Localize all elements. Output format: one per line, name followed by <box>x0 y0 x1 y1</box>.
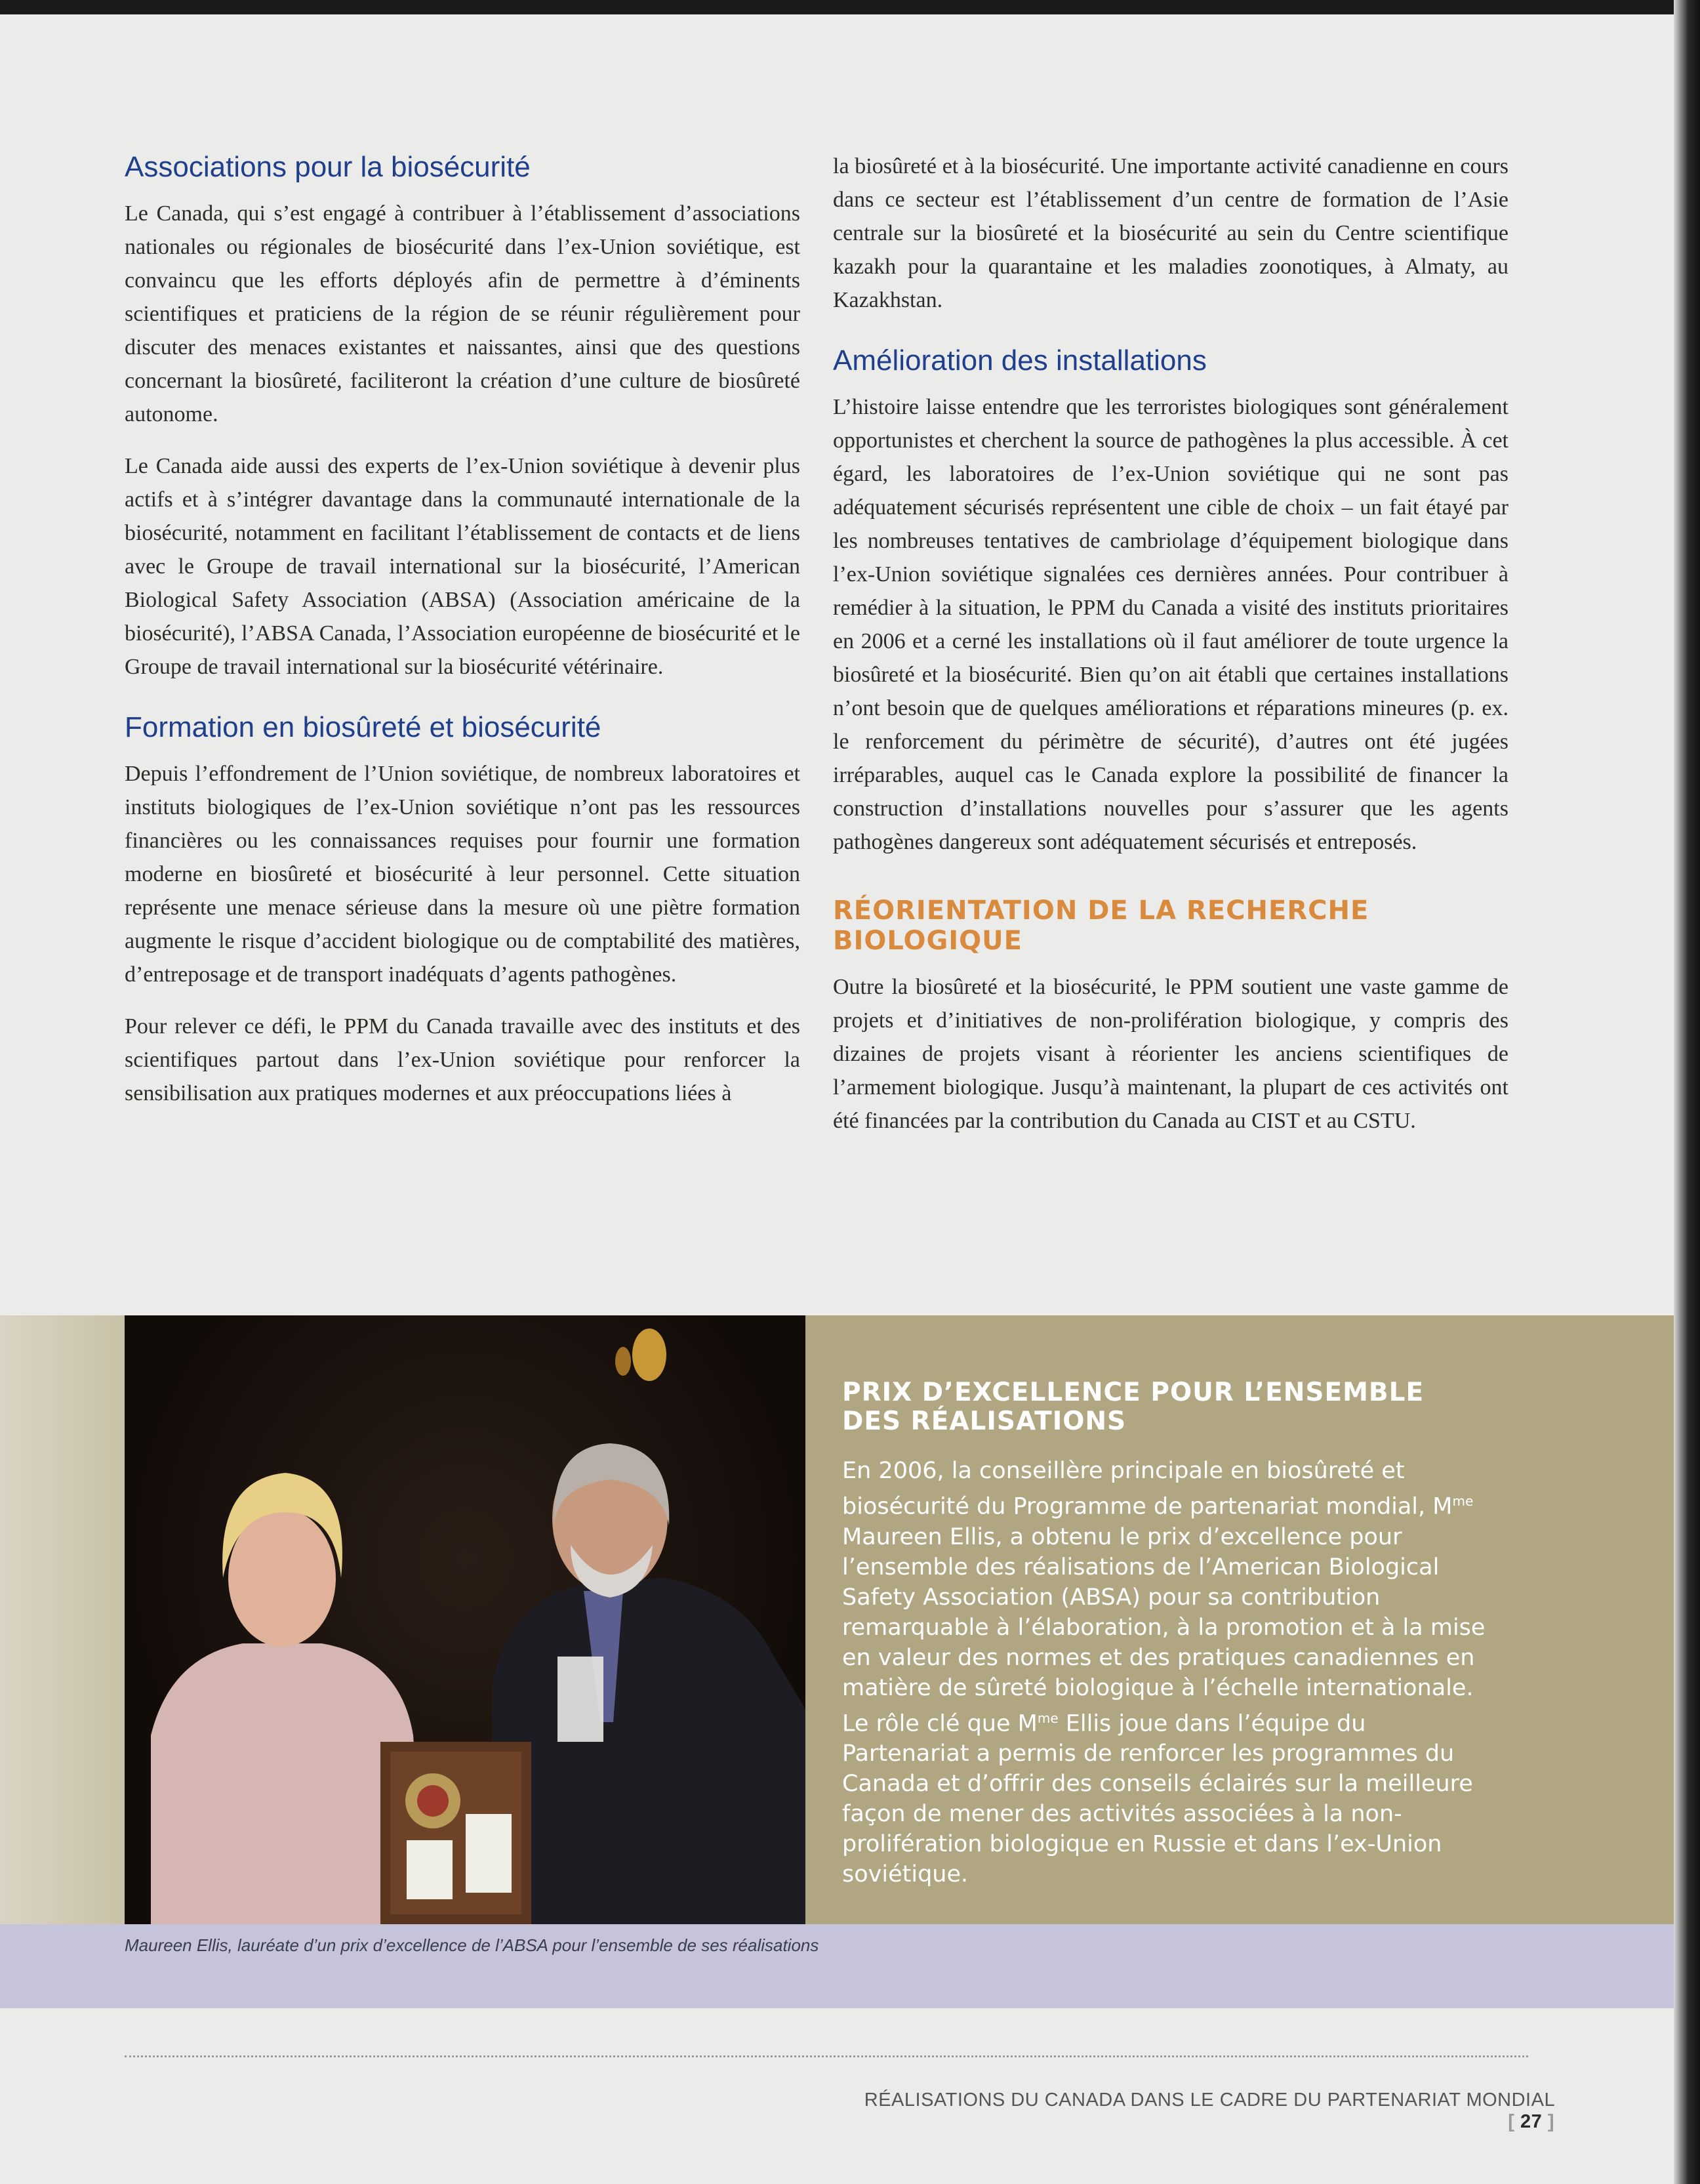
paragraph: Depuis l’effondrement de l’Union soviétique, de nombreux laboratoires et instituts biologiques de l’ex-Union soviétique n’ont pas les ressources financières ou les connaissances requises pour fournir une formation moderne en biosûreté et biosécurité à leur personnel. Cette situation représente une menace sérieuse dans la mesure où une piètre formation augmente le risque d’accident biologique ou de comptabilité des matières, d’entreposage et de transport inadéquats d’agents pathogènes. <box>125 762 800 987</box>
bracket: ] <box>1547 2111 1554 2132</box>
scan-right-edge <box>1674 0 1700 2184</box>
award-text-part: Maureen Ellis, a obtenu le prix d’excellence pour l’ensemble des réalisations de l’American Biological Safety Association (ABSA) pour sa contribution remarquable à l’élaboration, à la promotion et à la mise en valeur des normes et des pratiques canadiennes en matière de sûreté biologique à l’échelle internationale. Le rôle clé que M <box>842 1523 1486 1737</box>
award-photo-image <box>125 1315 805 1924</box>
running-title: RÉALISATIONS DU CANADA DANS LE CADRE DU PARTENARIAT MONDIAL <box>864 2090 1554 2111</box>
award-text <box>842 1456 1498 1889</box>
paragraph: Pour relever ce défi, le PPM du Canada travaille avec des instituts et des scientifiques partout dans l’ex-Union soviétique pour renforcer la sensibilisation aux pratiques modernes et aux préoccupations liées à <box>125 1014 800 1105</box>
scan-top-edge <box>0 0 1700 14</box>
heading-formation: Formation en biosûreté et biosécurité <box>125 711 601 743</box>
bracket: [ <box>1508 2111 1515 2132</box>
heading-amelioration: Amélioration des installations <box>833 344 1207 377</box>
photo-caption: Maureen Ellis, lauréate d’un prix d’excellence de l’ABSA pour l’ensemble de ses réalisations <box>125 1935 819 1955</box>
award-heading: PRIX D’EXCELLENCE POUR L’ENSEMBLE DES RÉALISATIONS <box>842 1378 1425 1436</box>
award-sidebar <box>805 1315 1674 1924</box>
award-photo <box>125 1315 805 1924</box>
left-column <box>125 150 800 1128</box>
paragraph: Outre la biosûreté et la biosécurité, le PPM soutient une vaste gamme de projets et d’initiatives de non-prolifération biologique, y compris des dizaines de projets visant à réorienter les anciens scientifiques de l’armement biologique. Jusqu’à maintenant, la plupart de ces activités ont été financées par la contribution du Canada au CIST et au CSTU. <box>833 975 1508 1133</box>
right-column <box>833 150 1508 1156</box>
paragraph: la biosûreté et à la biosécurité. Une importante activité canadienne en cours dans ce secteur est l’établissement d’un centre de formation de l’Asie centrale sur la biosûreté et la biosécurité au sein du Centre scientifique kazakh pour la quarantaine et les maladies zoonotiques, à Almaty, au Kazakhstan. <box>833 154 1508 312</box>
superscript: me <box>1037 1710 1059 1726</box>
award-text-part: En 2006, la conseillère principale en biosûreté et biosécurité du Programme de partenariat mondial, M <box>842 1458 1453 1520</box>
paragraph: L’histoire laisse entendre que les terroristes biologiques sont généralement opportunistes et cherchent la source de pathogènes la plus accessible. À cet égard, les laboratoires de l’ex-Union soviétique qui ne sont pas adéquatement sécurisés représentent une cible de choix – un fait étayé par les nombreuses tentatives de cambriolage d’équipement biologique dans l’ex-Union soviétique signalées ces dernières années. Pour contribuer à remédier à la situation, le PPM du Canada a visité des instituts prioritaires en 2006 et a cerné les installations où il faut améliorer de toute urgence la biosûreté et la biosécurité. Bien qu’on ait établi que certaines installations n’ont besoin que de quelques améliorations et réparations mineures (p. ex. le renforcement du périmètre de sécurité), d’autres ont été jugées irréparables, auquel cas le Canada explore la possibilité de financer la construction d’installations nouvelles pour s’assurer que les agents pathogènes dangereux sont adéquatement sécurisés et entreposés. <box>833 395 1508 854</box>
heading-reorientation: RÉORIENTATION DE LA RECHERCHE BIOLOGIQUE <box>833 896 1369 956</box>
paragraph: Le Canada, qui s’est engagé à contribuer à l’établissement d’associations nationales ou régionales de biosécurité dans l’ex-Union soviétique, est convaincu que les efforts déployés afin de permettre à d’éminents scientifiques et praticiens de la région de se réunir régulièrement pour discuter des menaces existantes et naissantes, ainsi que des questions concernant la biosûreté, faciliteront la création d’une culture de biosûreté autonome. <box>125 201 800 426</box>
paragraph: Le Canada aide aussi des experts de l’ex-Union soviétique à devenir plus actifs et à s’intégrer davantage dans la communauté internationale de la biosécurité, notamment en facilitant l’établissement de contacts et de liens avec le Groupe de travail international sur la biosécurité, l’American Biological Safety Association (ABSA) (Association américaine de la biosécurité), l’ABSA Canada, l’Association européenne de biosécurité et le Groupe de travail international sur la biosécurité vétérinaire. <box>125 454 800 679</box>
page-footer <box>820 2090 1554 2133</box>
footer-divider <box>125 2055 1528 2057</box>
heading-associations: Associations pour la biosécurité <box>125 151 531 183</box>
page-number-value: 27 <box>1520 2111 1543 2132</box>
superscript: me <box>1452 1493 1474 1509</box>
page-number <box>1508 2111 1554 2132</box>
decorative-strip <box>0 1315 125 1924</box>
award-text-part: Ellis joue dans l’équipe du Partenariat a permis de renforcer les programmes du Canada et d’offrir des conseils éclairés sur la meilleure façon de mener des activités associées à la non-prolifération biologique en Russie et dans l’ex-Union soviétique. <box>842 1710 1473 1888</box>
